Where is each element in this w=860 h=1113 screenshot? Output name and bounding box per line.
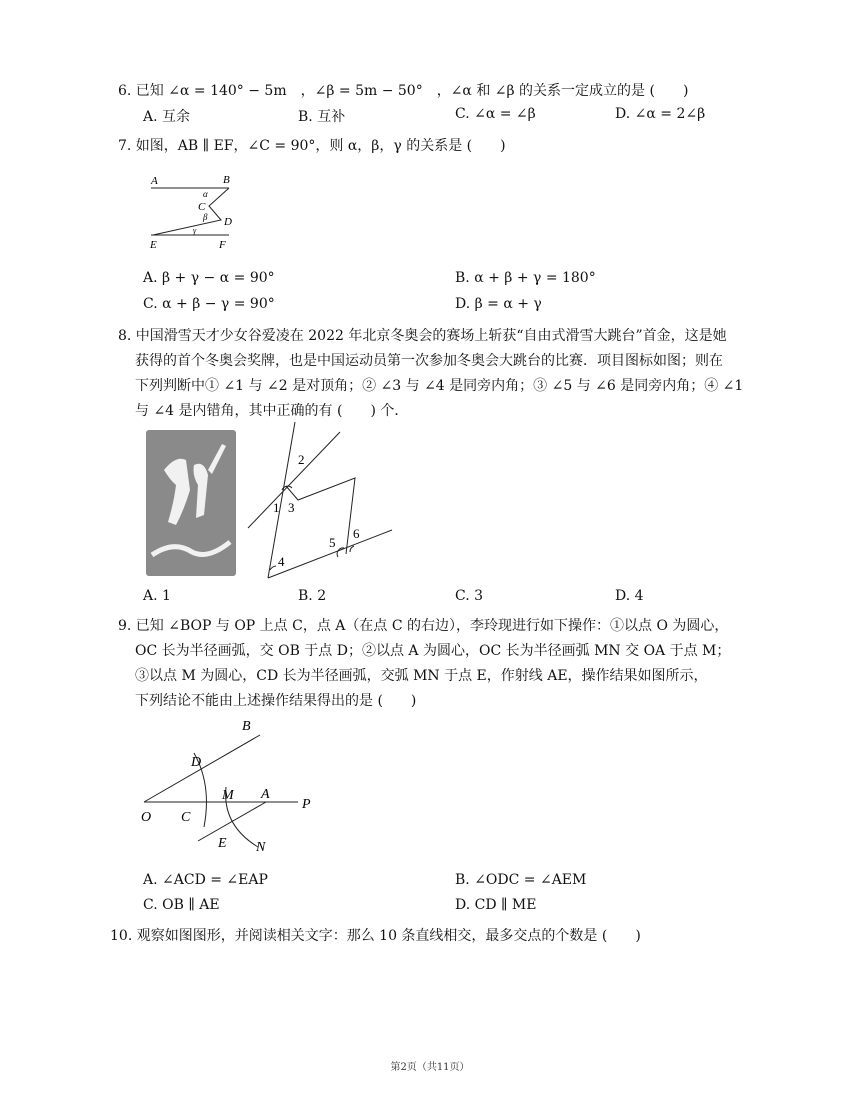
q9-line-1: 9. 已知 ∠BOP 与 OP 上点 C，点 A（在点 C 的右边），李玲现进行如下操作：①以点 O 为圆心，	[118, 618, 729, 634]
q7-label-beta: β	[203, 212, 208, 222]
q8-label-3: 3	[288, 500, 295, 515]
q9-label-a: A	[261, 787, 270, 802]
q8-path	[286, 478, 355, 554]
q7-figure	[145, 170, 245, 252]
q7-label-b: B	[223, 174, 230, 186]
q9-ray-ob	[144, 735, 260, 802]
q8-label-2: 2	[298, 452, 305, 467]
q9-figure	[138, 715, 328, 860]
q7-label-gamma: γ	[193, 226, 197, 235]
q8-option-c: C. 3	[455, 588, 484, 604]
q9-line-4: 下列结论不能由上述操作结果得出的是 ( )	[135, 693, 417, 709]
q9-line-3: ③以点 M 为圆心，CD 长为半径画弧，交弧 MN 于点 E，作射线 AE，操作结果如图所示，	[135, 668, 708, 684]
q8-label-5: 5	[329, 535, 336, 550]
q7-option-b: B. α + β + γ = 180°	[455, 270, 596, 286]
q9-option-a: A. ∠ACD = ∠EAP	[143, 872, 268, 888]
q9-label-n: N	[256, 840, 266, 855]
q7-label-f: F	[219, 239, 226, 251]
q6-option-a: A. 互余	[143, 109, 191, 125]
page-footer: 第2页（共11页）	[390, 1062, 470, 1073]
q8-label-1: 1	[273, 500, 280, 515]
q9-label-c: C	[181, 810, 191, 825]
q7-label-alpha: α	[203, 189, 208, 199]
q8-line-3: 下列判断中① ∠1 与 ∠2 是对顶角；② ∠3 与 ∠4 是同旁内角；③ ∠5 与 ∠6 是同旁内角；④ ∠1	[135, 378, 744, 394]
q10-stem: 10. 观察如图图形，并阅读相关文字：那么 10 条直线相交，最多交点的个数是 ( )	[110, 928, 641, 944]
q8-option-a: A. 1	[143, 588, 171, 604]
q8-label-6: 6	[353, 526, 360, 541]
q6-option-b: B. 互补	[298, 109, 346, 125]
q6-stem: 6. 已知 ∠α = 140° − 5m ，∠β = 5m − 50° ，∠α 和 ∠β 的关系一定成立的是 ( )	[118, 83, 689, 99]
q9-label-b: B	[242, 719, 251, 734]
q9-line-2: OC 长为半径画弧，交 OB 于点 D；②以点 A 为圆心，OC 长为半径画弧 MN 交 OA 于点 M；	[135, 643, 731, 659]
q8-line-2: 获得的首个冬奥会奖牌，也是中国运动员第一次参加冬奥会大跳台的比赛．项目图标如图；则在	[135, 353, 723, 369]
q9-option-b: B. ∠ODC = ∠AEM	[455, 872, 587, 888]
q8-line-4: 与 ∠4 是内错角，其中正确的有 ( ) 个．	[135, 403, 409, 419]
q8-figure	[240, 420, 400, 580]
q8-option-d: D. 4	[615, 588, 644, 604]
q6-option-d: D. ∠α = 2∠β	[615, 106, 706, 122]
q8-label-4: 4	[278, 554, 285, 569]
q7-option-a: A. β + γ − α = 90°	[143, 270, 275, 286]
q7-label-c: C	[198, 201, 206, 213]
q8-line-1: 8. 中国滑雪天才少女谷爱凌在 2022 年北京冬奥会的赛场上斩获“自由式滑雪大跳台”首金，这是她	[118, 328, 727, 344]
q9-label-e: E	[218, 836, 227, 851]
q7-option-c: C. α + β − γ = 90°	[143, 296, 275, 312]
q9-label-o: O	[141, 810, 152, 825]
q9-label-d: D	[191, 755, 202, 770]
q7-label-d: D	[224, 216, 232, 228]
q8-option-b: B. 2	[298, 588, 327, 604]
q7-label-e: E	[150, 239, 157, 251]
q7-stem: 7. 如图，AB ∥ EF，∠C = 90°，则 α，β，γ 的关系是 ( )	[118, 138, 506, 154]
q9-label-m: M	[222, 788, 234, 803]
q9-label-p: P	[302, 797, 311, 812]
q6-option-c: C. ∠α = ∠β	[455, 106, 536, 122]
q9-option-c: C. OB ∥ AE	[143, 897, 220, 913]
q7-label-a: A	[151, 175, 158, 187]
q9-option-d: D. CD ∥ ME	[455, 897, 537, 913]
q7-option-d: D. β = α + γ	[455, 296, 542, 312]
q7-zigzag	[153, 188, 229, 235]
ski-jump-icon	[146, 430, 236, 576]
